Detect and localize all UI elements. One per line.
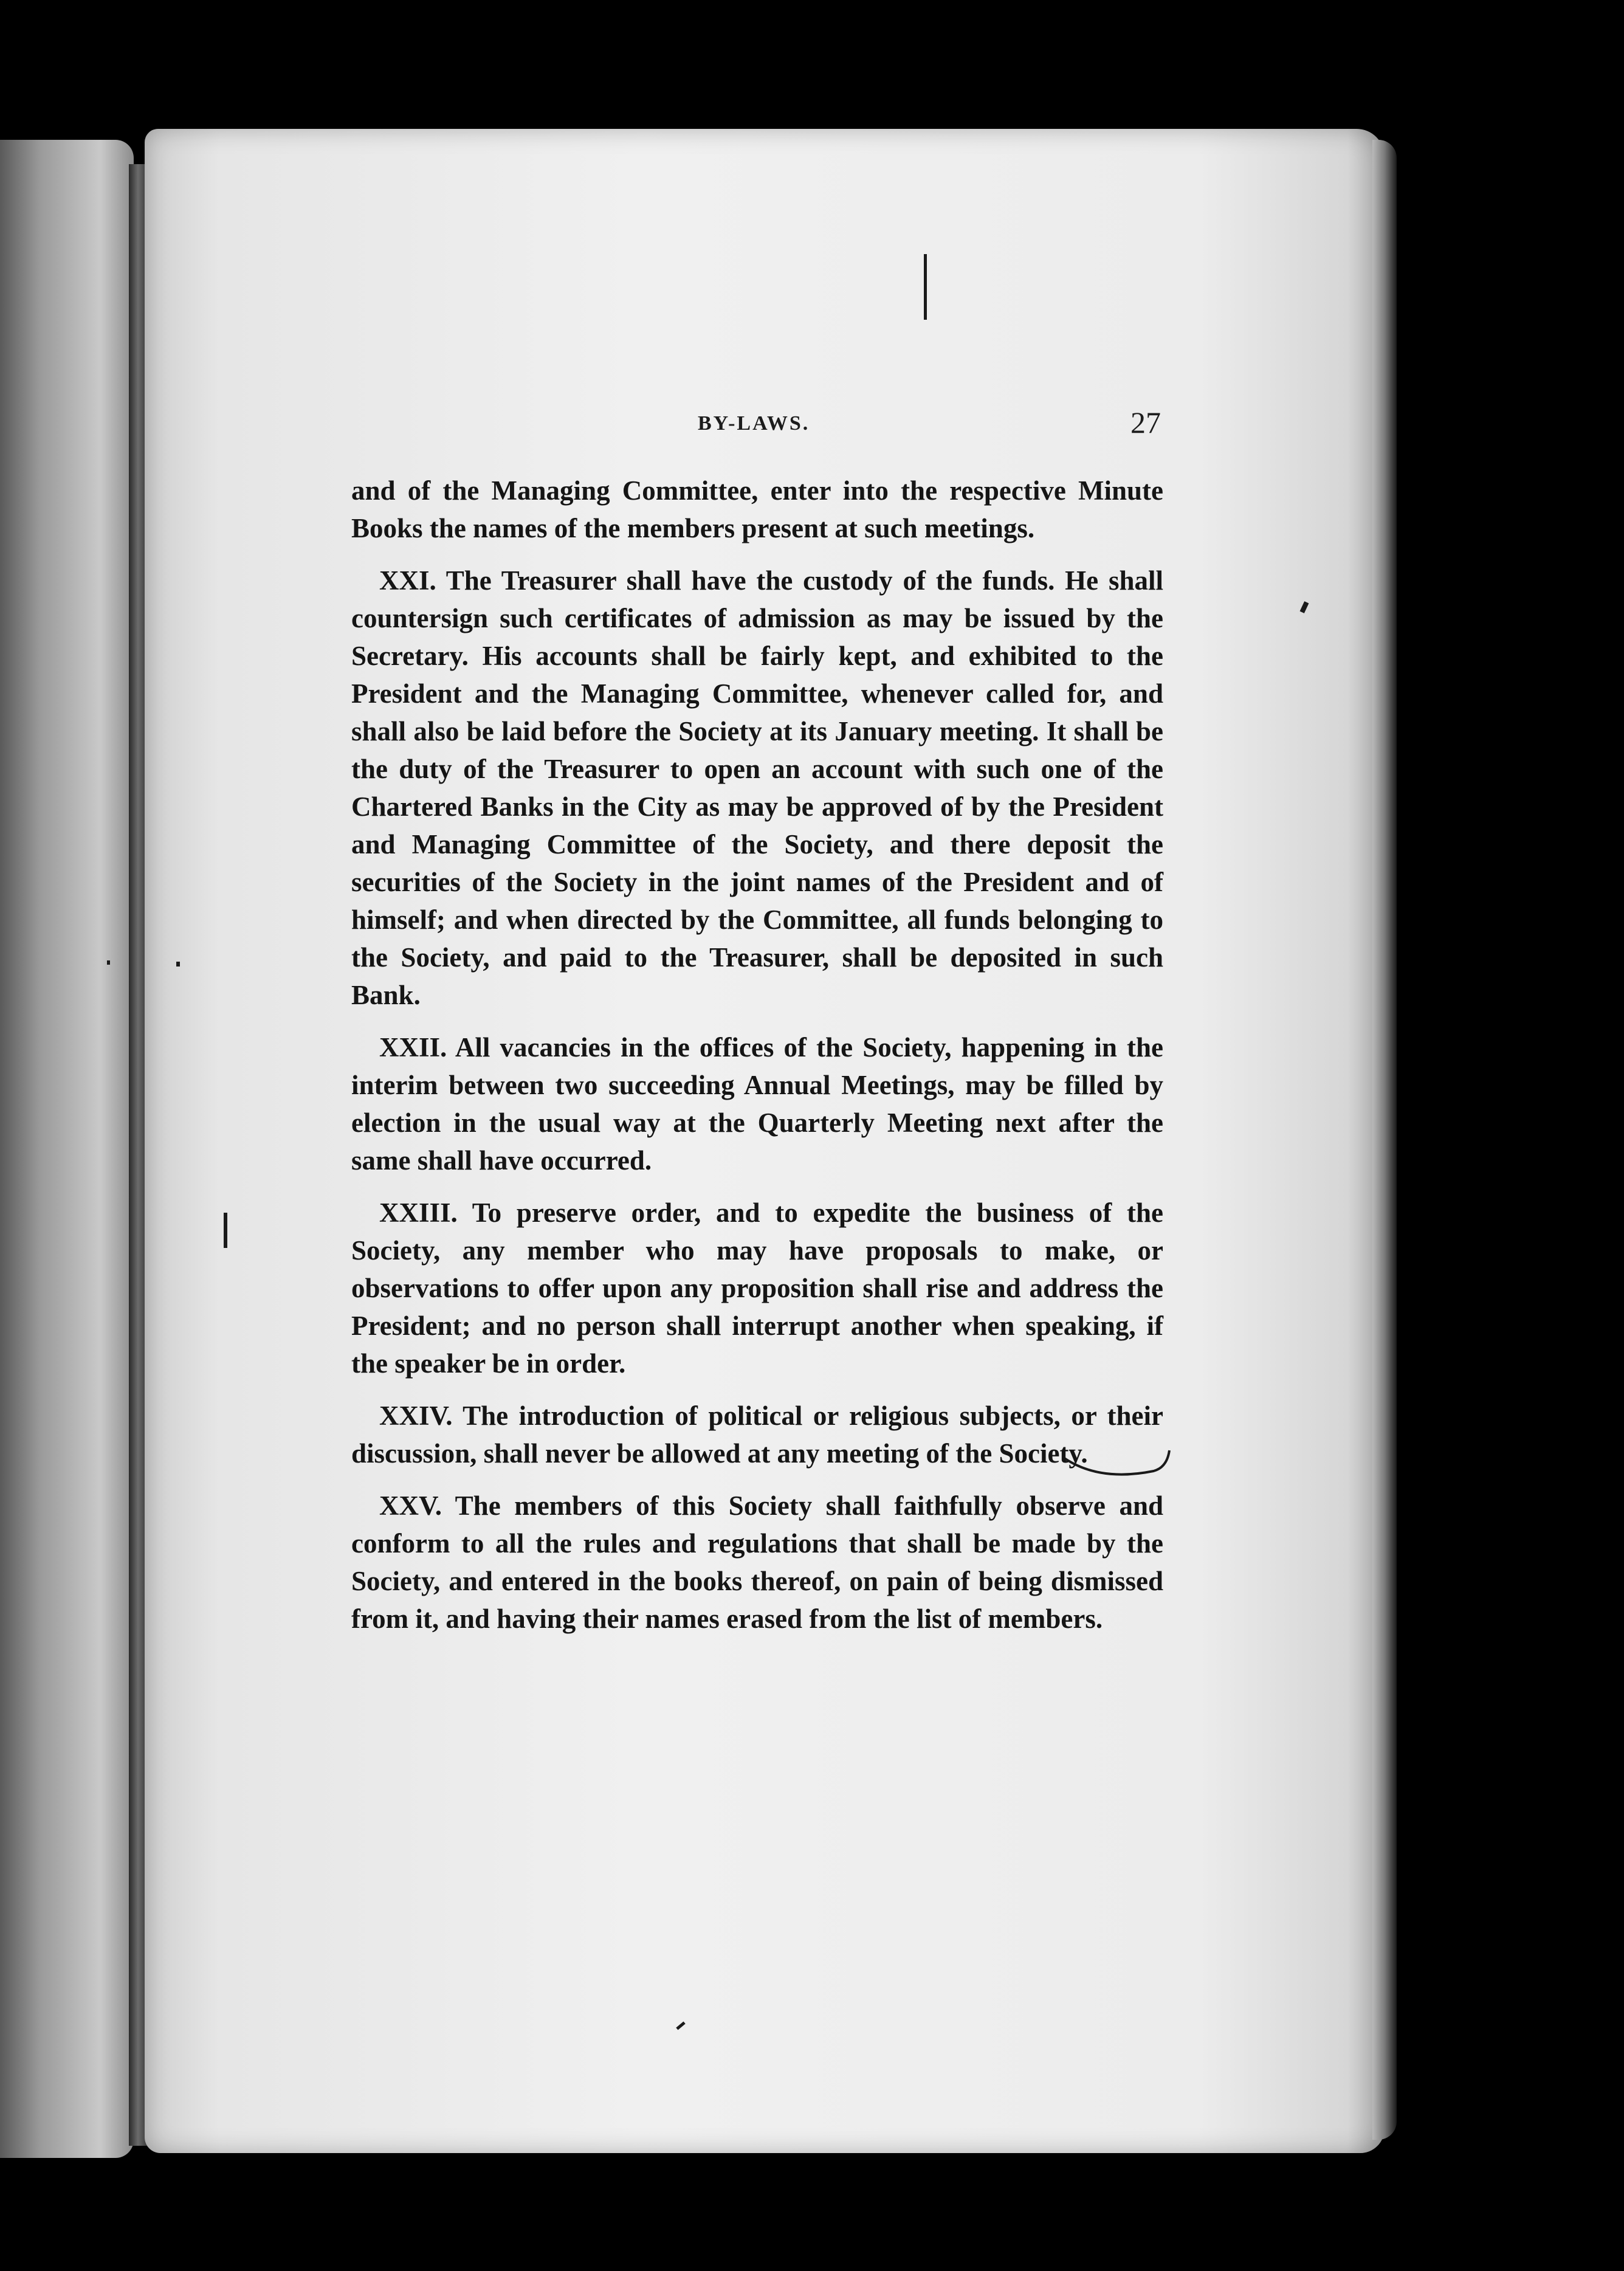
- bylaw-xxi: XXI. The Treasurer shall have the custody of the funds. He shall countersign such certificates of admission as may be issued by the Secretary. His accounts shall be fairly kept, and exhibited to the President and the Managing Committee, whenever called for, and shall also be laid before the Society at its January meeting. It shall be the duty of the Treasurer to open an account with such one of the Chartered Banks in the City as may be approved of by the President and Managing Committee of the Society, and there deposit the securities of the Society in the joint names of the President and of himself; and when directed by the Committee, all funds belonging to the Society, and paid to the Treasurer, shall be deposited in such Bank.: [351, 565, 1163, 1010]
- page-number: 27: [1130, 405, 1161, 439]
- bylaw-xxiii: XXIII. To preserve order, and to expedite the business of the Society, any member who may have proposals to make, or observations to offer upon any proposition shall rise and address the President; and no person shall interrupt another when speaking, if the speaker be in order.: [351, 1198, 1163, 1379]
- running-title: BY-LAWS.: [698, 412, 810, 435]
- scan-speck: [107, 960, 110, 965]
- bylaw-xxv: XXV. The members of this Society shall faithfully observe and conform to all the rules and regulations that shall be made by the Society, and entered in the books thereof, on pain of being dismissed from it, and having their names erased from the list of members.: [351, 1490, 1163, 1634]
- scan-mark-left: [224, 1213, 227, 1248]
- previous-page-edge: [0, 140, 134, 2158]
- scan-mark-vertical: [924, 254, 927, 320]
- bylaw-xxii: XXII. All vacancies in the offices of the Society, happening in the interim between two succeeding Annual Meetings, may be filled by election in the usual way at the Quarterly Meeting next after the same shall have occurred.: [351, 1032, 1163, 1176]
- page-edge-shadow: [1372, 140, 1397, 2140]
- body-text: [351, 472, 1163, 1652]
- running-head: [351, 405, 1161, 445]
- bylaw-xxiv: XXIV. The introduction of political or religious subjects, or their discussion, shall never be allowed at any meeting of the Society.: [351, 1401, 1163, 1469]
- scan-speck: [176, 962, 180, 967]
- paragraph-continuation: and of the Managing Committee, enter into the respective Minute Books the names of the members present at such meetings.: [351, 475, 1163, 543]
